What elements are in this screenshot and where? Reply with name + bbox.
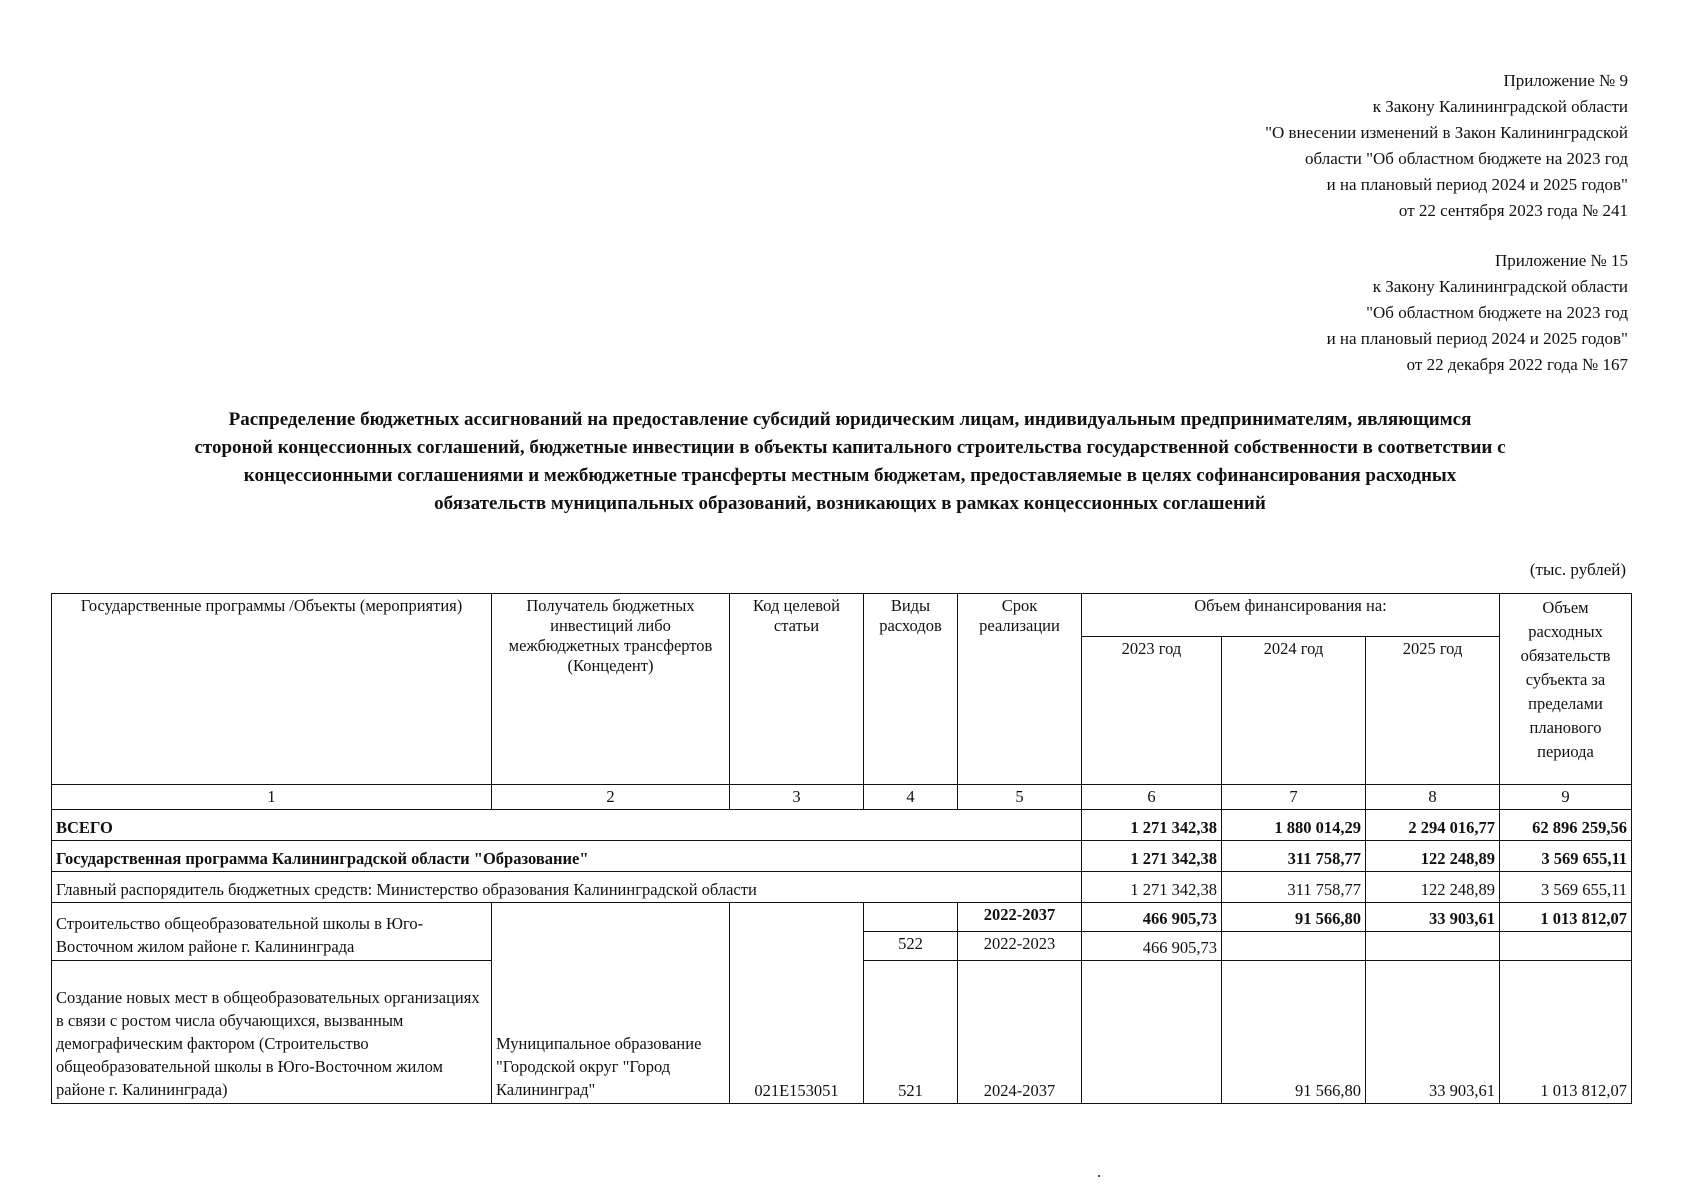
header-line: Приложение № 15 [1495,251,1628,270]
title-line: стороной концессионных соглашений, бюджетные инвестиции в объекты капитального строительства государственной собственности в соответствии с [194,437,1506,458]
header-line: и на плановый период 2024 и 2025 годов" [1326,175,1628,194]
total-2024: 1 880 014,29 [1222,810,1366,841]
program-label: Государственная программа Калининградской области "Образование" [52,841,1082,872]
document-title [40,406,1660,518]
total-2023: 1 271 342,38 [1082,810,1222,841]
header-line: к Закону Калининградской области [1372,277,1628,296]
manager-beyond: 3 569 655,11 [1500,872,1632,903]
index-cell: 2 [492,785,730,810]
sub2-beyond: 1 013 812,07 [1500,961,1632,1104]
header-period: Срок реализации [958,594,1082,785]
object-beyond: 1 013 812,07 [1500,903,1632,932]
total-beyond: 62 896 259,56 [1500,810,1632,841]
sub1-2023: 466 905,73 [1082,932,1222,961]
scan-speck [1098,1175,1100,1177]
index-cell: 8 [1366,785,1500,810]
appendix-9-header [1265,68,1628,224]
budget-table [51,593,1632,1104]
header-2023: 2023 год [1082,637,1222,785]
index-cell: 6 [1082,785,1222,810]
sub1-kind: 522 [864,932,958,961]
object-2024: 91 566,80 [1222,903,1366,932]
object-2025: 33 903,61 [1366,903,1500,932]
header-programs: Государственные программы /Объекты (мероприятия) [52,594,492,785]
header-line: от 22 сентября 2023 года № 241 [1398,201,1628,220]
index-cell: 4 [864,785,958,810]
appendix-15-header [1327,248,1628,378]
object-period: 2022-2037 [958,903,1082,932]
header-code: Код целевой статьи [730,594,864,785]
header-line: "Об областном бюджете на 2023 год [1366,303,1628,322]
header-line: "О внесении изменений в Закон Калининградской [1265,123,1628,142]
title-line: концессионными соглашениями и межбюджетные трансферты местным бюджетам, предоставляемые в целях софинансирования расходных [243,465,1457,486]
program-2024: 311 758,77 [1222,841,1366,872]
header-line: от 22 декабря 2022 года № 167 [1406,355,1628,374]
sub2-label: Создание новых мест в общеобразовательных организациях в связи с ростом числа обучающихся, вызванным демографическим фактором (Строительство общеобразовательной школы в Юго-Восточном жилом районе г. Калининграда) [52,961,492,1104]
sub2-2024: 91 566,80 [1222,961,1366,1104]
sub2-2023 [1082,961,1222,1104]
manager-row [52,872,1632,903]
program-row [52,841,1632,872]
sub2-code: 021E153051 [730,903,864,1104]
sub2-period: 2024-2037 [958,961,1082,1104]
program-beyond: 3 569 655,11 [1500,841,1632,872]
program-2023: 1 271 342,38 [1082,841,1222,872]
title-line: обязательств муниципальных образований, возникающих в рамках концессионных соглашений [434,493,1266,514]
header-2024: 2024 год [1222,637,1366,785]
header-2025: 2025 год [1366,637,1500,785]
total-label: ВСЕГО [52,810,1082,841]
header-funding-group: Объем финансирования на: [1082,594,1500,637]
header-row [52,594,1632,637]
object-row [52,903,1632,932]
header-line: к Закону Калининградской области [1372,97,1628,116]
total-2025: 2 294 016,77 [1366,810,1500,841]
index-row [52,785,1632,810]
header-recipient: Получатель бюджетных инвестиций либо межбюджетных трансфертов (Концедент) [492,594,730,785]
object-kind-empty [864,903,958,932]
index-cell: 3 [730,785,864,810]
index-cell: 5 [958,785,1082,810]
object-2023: 466 905,73 [1082,903,1222,932]
sub1-2025-empty [1366,932,1500,961]
manager-2023: 1 271 342,38 [1082,872,1222,903]
manager-label: Главный распорядитель бюджетных средств: Министерство образования Калининградской области [52,872,1082,903]
total-row [52,810,1632,841]
sub1-2024-empty [1222,932,1366,961]
header-line: и на плановый период 2024 и 2025 годов" [1326,329,1628,348]
manager-2025: 122 248,89 [1366,872,1500,903]
sub2-recipient: Муниципальное образование "Городской округ "Город Калининград" [492,903,730,1104]
header-line: области "Об областном бюджете на 2023 год [1305,149,1628,168]
header-kind: Виды расходов [864,594,958,785]
sub2-2025: 33 903,61 [1366,961,1500,1104]
index-cell: 7 [1222,785,1366,810]
program-2025: 122 248,89 [1366,841,1500,872]
index-cell: 9 [1500,785,1632,810]
manager-2024: 311 758,77 [1222,872,1366,903]
header-line: Приложение № 9 [1503,71,1628,90]
sub1-beyond-empty [1500,932,1632,961]
object-label: Строительство общеобразовательной школы в Юго-Восточном жилом районе г. Калининграда [52,903,492,961]
sub1-period: 2022-2023 [958,932,1082,961]
units-label: (тыс. рублей) [1529,560,1626,579]
sub2-kind: 521 [864,961,958,1104]
title-line: Распределение бюджетных ассигнований на предоставление субсидий юридическим лицам, индивидуальным предпринимателям, являющимся [228,409,1472,430]
header-beyond: Объем расходных обязательств субъекта за пределами планового периода [1500,594,1632,785]
index-cell: 1 [52,785,492,810]
